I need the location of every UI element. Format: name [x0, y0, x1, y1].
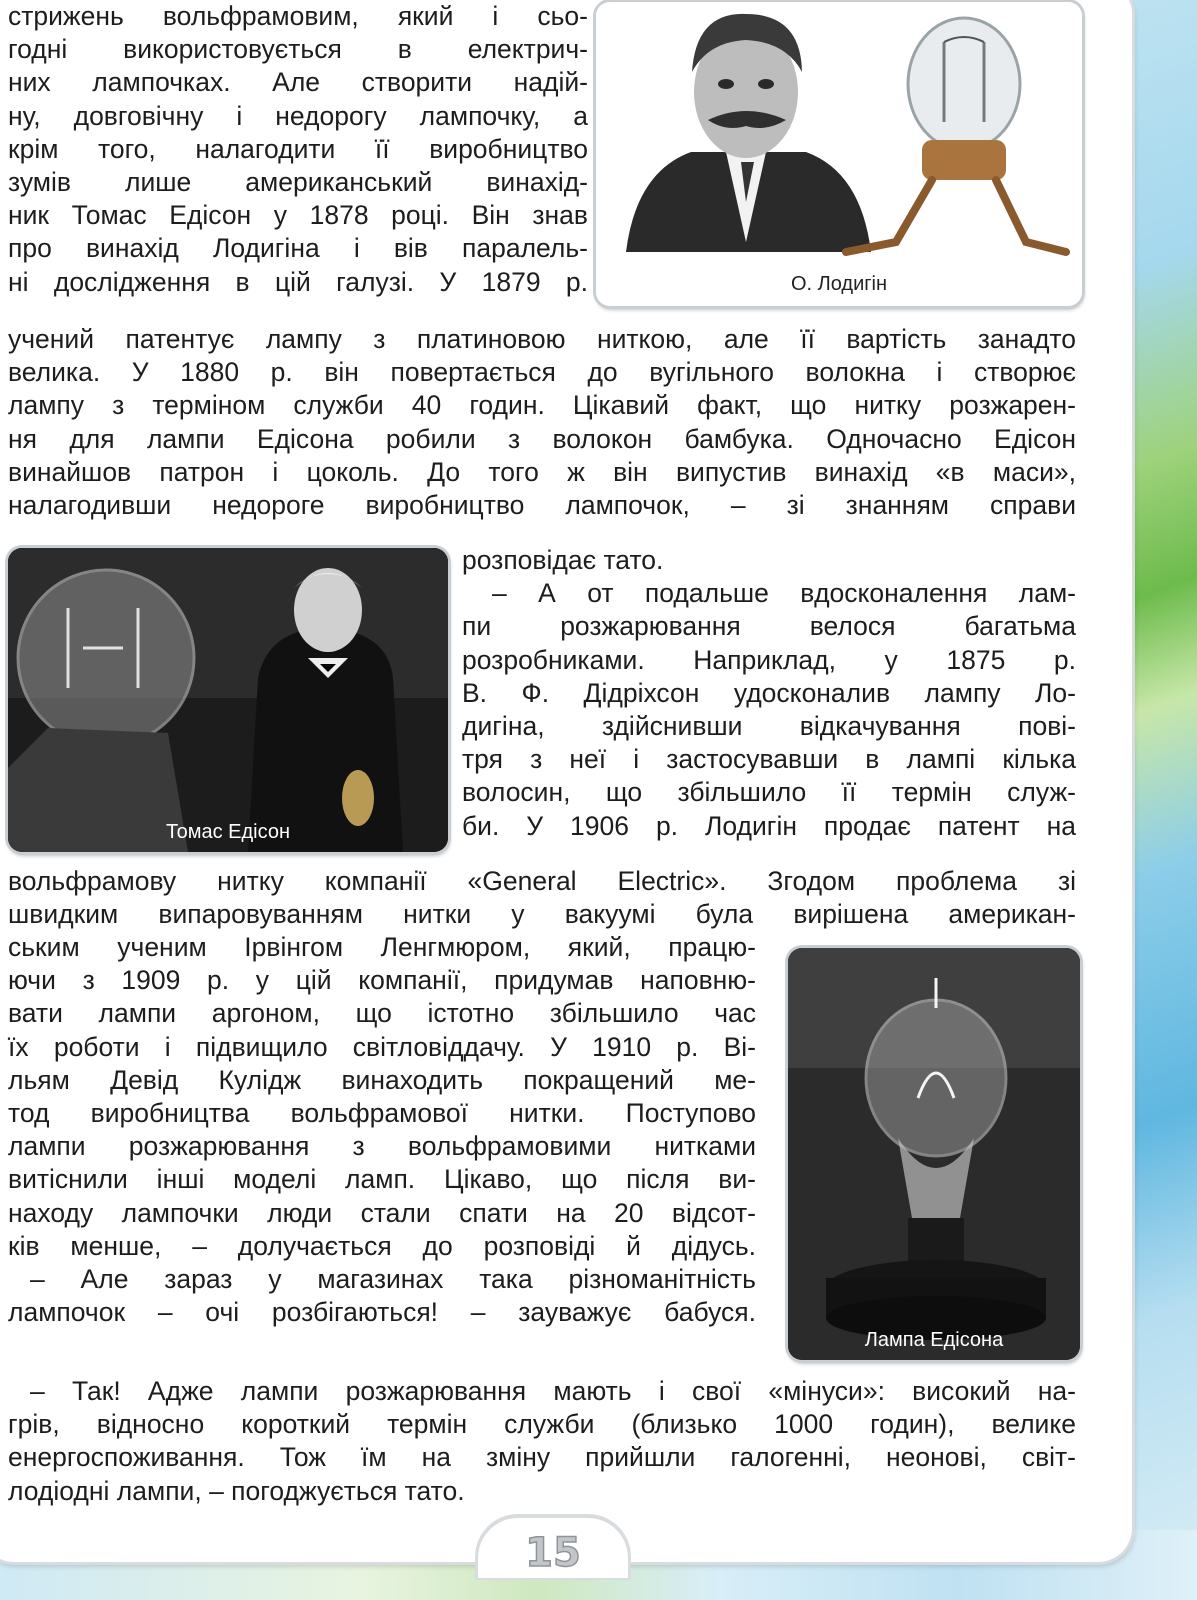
text-line: розробниками. Наприклад, у 1875 р.	[462, 644, 1076, 675]
text-line: В. Ф. Дідріхсон удосконалив лампу Ло-	[462, 677, 1076, 708]
text-block-improvements	[462, 544, 1076, 843]
text-line: лампу з терміном служби 40 годин. Цікавий факт, що нитку розжарен-	[8, 390, 1076, 421]
text-line: находу лампочки люди стали спати на 20 відсот-	[8, 1197, 756, 1228]
text-line: годні використовується в електрич-	[8, 34, 588, 65]
text-line: дигіна, здійснивши відкачування пові-	[462, 711, 1076, 742]
lodygin-portrait-figure	[596, 2, 1082, 306]
edison-caption: Томас Едісон	[165, 821, 291, 843]
text-line: льям Девід Кулідж винаходить покращений ме-	[8, 1064, 756, 1095]
text-line: ник Томас Едісон у 1878 році. Він знав	[8, 200, 588, 231]
text-block-general-electric	[8, 865, 1076, 931]
text-line: ні дослідження в цій галузі. У 1879 р.	[8, 266, 588, 297]
text-line: вати лампи аргоном, що істотно збільшило час	[8, 998, 756, 1029]
edison-lamp-figure	[788, 948, 1080, 1360]
edison-photo-figure	[8, 548, 448, 852]
text-line: грів, відносно короткий термін служби (близько 1000 годин), велике	[8, 1409, 1076, 1440]
text-line: стрижень вольфрамовим, який і сьо-	[8, 1, 588, 31]
text-line: крім того, налагодити її виробництво	[8, 133, 588, 164]
text-line: лампочок – очі розбігаються! – зауважує бабуся.	[8, 1297, 756, 1328]
text-line: велика. У 1880 р. він повертається до вугільного волокна і створює	[8, 357, 1076, 388]
text-line: тод виробництва вольфрамової нитки. Поступово	[8, 1098, 756, 1129]
text-line: витіснили інші моделі ламп. Цікаво, що після ви-	[8, 1164, 756, 1195]
text-line: них лампочках. Але створити надій-	[8, 67, 588, 98]
text-line: винайшов патрон і цоколь. До того ж він випустив винахід «в маси»,	[8, 456, 1076, 487]
text-line: лодіодні лампи, – погоджується тато.	[8, 1475, 465, 1506]
edison-photo-illustration	[8, 548, 448, 852]
text-line: ським ученим Ірвінгом Ленгмюром, який, працю-	[8, 932, 756, 962]
text-line: тря з неї і застосувавши в лампі кілька	[462, 744, 1076, 775]
text-line: зумів лише американський винахід-	[8, 167, 588, 198]
text-line: налагодивши недороге виробництво лампочок, – зі знанням справи	[8, 490, 1076, 521]
text-line: – Так! Адже лампи розжарювання мають і свої «мінуси»: високий на-	[30, 1376, 1076, 1406]
lodygin-caption: О. Лодигін	[790, 273, 888, 295]
text-line: пи розжарювання велося багатьма	[462, 611, 1076, 642]
text-line: лампи розжарювання з вольфрамовими нитками	[8, 1131, 756, 1162]
text-line: – Але зараз у магазинах така різноманітність	[30, 1264, 756, 1295]
text-block-intro	[8, 0, 588, 299]
text-line: ня для лампи Едісона робили з волокон бамбука. Одночасно Едісон	[8, 423, 1076, 454]
text-line: – А от подальше вдосконалення лам-	[492, 578, 1076, 609]
text-line: розповідає тато.	[462, 545, 664, 575]
text-line: ків менше, – долучається до розповіді й дідусь.	[8, 1230, 756, 1261]
text-line: ну, довговічну і недорогу лампочку, а	[8, 100, 588, 131]
text-line: швидким випаровуванням нитки у вакуумі була вирішена американ-	[8, 899, 1076, 930]
text-line: волосин, що збільшило її термін служ-	[462, 777, 1076, 808]
text-block-langmuir	[8, 931, 756, 1329]
text-line: енергоспоживання. Тож їм на зміну прийшли галогенні, неонові, світ-	[8, 1442, 1076, 1473]
text-line: ючи з 1909 р. у цій компанії, придумав наповню-	[8, 965, 756, 996]
edison-lamp-illustration	[788, 948, 1080, 1360]
text-block-edison	[8, 323, 1076, 522]
text-line: би. У 1906 р. Лодигін продає патент на	[462, 810, 1076, 841]
text-line: їх роботи і підвищило світловіддачу. У 1910 р. Ві-	[8, 1031, 756, 1062]
edison-lamp-caption: Лампа Едісона	[864, 1329, 1004, 1351]
text-block-conclusion	[8, 1375, 1076, 1508]
page-number: 15	[525, 1530, 581, 1576]
text-line: вольфрамову нитку компанії «General Electric». Згодом проблема зі	[8, 866, 1076, 896]
text-line: учений патентує лампу з платиновою ниткою, але її вартість занадто	[8, 324, 1076, 354]
lodygin-portrait-illustration	[596, 2, 1082, 306]
text-line: про винахід Лодигіна і вів паралель-	[8, 233, 588, 264]
